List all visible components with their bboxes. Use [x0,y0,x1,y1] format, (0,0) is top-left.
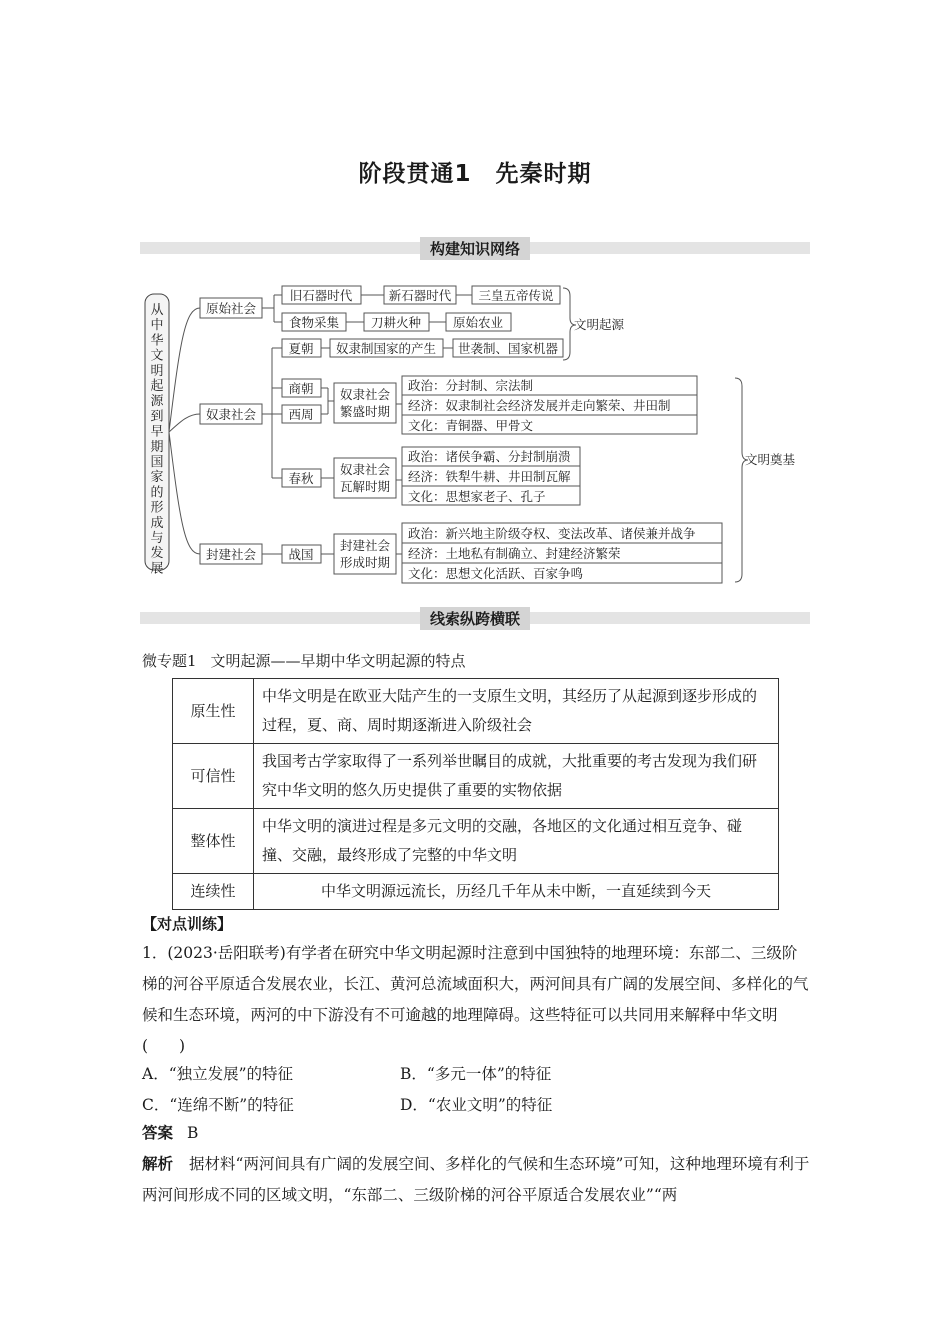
feature-text: 中华文明源远流长，历经几千年从未中断，一直延续到今天 [254,874,779,910]
answer-line [142,1121,198,1143]
mindmap-primitive-agriculture: 原始农业 [452,315,504,330]
mindmap-feudal-economy: 经济：土地私有制确立、封建经济繁荣 [408,546,621,561]
mindmap-xia: 夏朝 [288,341,314,356]
table-row [173,744,779,809]
subtopic-title: 文明起源——早期中华文明起源的特点 [210,652,466,670]
mindmap-foundation-label: 文明奠基 [745,452,796,467]
feature-key: 原生性 [173,679,254,744]
mindmap-form-period-line2: 形成时期 [339,555,391,570]
question-text: 1．(2023·岳阳联考)有学者在研究中华文明起源时注意到中国独特的地理环境：东部二、三级阶梯的河谷平原适合发展农业，长江、黄河总流域面积大，两河间具有广阔的发展空间、多样化的气候和生态环境，两河的中下游没有不可逾越的地理障碍。这些特征可以共同用来解释中华文明( ) [142,944,809,1055]
svg-text:从中华文明起源到早期国家的形成与发展: 从中华文明起源到早期国家的形成与发展 [150,303,164,577]
mindmap-decline-economy: 经济：铁犁牛耕、井田制瓦解 [408,469,571,484]
mindmap-shang: 商朝 [288,381,314,396]
mindmap-slash-burn: 刀耕火种 [370,315,422,330]
subtopic-heading [142,650,466,671]
option-b: B．“多元一体”的特征 [400,1065,552,1083]
feature-text: 我国考古学家取得了一系列举世瞩目的成就，大批重要的考古发现为我们研究中华文明的悠久历史提供了重要的实物依据 [254,744,779,809]
mindmap-prosper-period-line2: 繁盛时期 [339,404,391,419]
mindmap-decline-period-line2: 瓦解时期 [339,479,391,494]
analysis-label: 解析 [142,1154,174,1173]
answer-label: 答案 [142,1123,174,1142]
table-row [173,679,779,744]
mindmap-feudal-politics: 政治：新兴地主阶级夺权、变法改革、诸侯兼并战争 [408,526,696,541]
mindmap-prosper-economy: 经济：奴隶制社会经济发展并走向繁荣、井田制 [408,398,671,413]
mindmap-prosper-culture: 文化：青铜器、甲骨文 [408,418,534,433]
mindmap-form-period: 封建社会 [339,538,391,553]
mindmap-decline-culture: 文化：思想家老子、孔子 [408,489,546,504]
analysis-text: 据材料“两河间具有广阔的发展空间、多样化的气候和生态环境”可知，这种地理环境有利于两河间形成不同的区域文明，“东部二、三级阶梯的河谷平原适合发展农业”“两 [142,1155,810,1204]
subtopic-number: 微专题1 [142,652,197,670]
feature-key: 整体性 [173,809,254,874]
mindmap-neolithic: 新石器时代 [388,288,452,303]
option-c: C．“连绵不断”的特征 [142,1096,294,1114]
section-banner-label: 构建知识网络 [420,237,530,260]
features-table [172,678,779,910]
table-row [173,809,779,874]
mindmap-food-gathering: 食物采集 [288,315,340,330]
page-title: 阶段贯通1 先秦时期 [358,161,592,187]
option-d: D．“农业文明”的特征 [400,1096,553,1114]
mindmap-decline-politics: 政治：诸侯争霸、分封制崩溃 [408,449,571,464]
table-row [173,874,779,910]
mindmap-paleolithic: 旧石器时代 [289,288,353,303]
analysis-paragraph [142,1148,812,1211]
mindmap-primitive-society: 原始社会 [205,301,257,316]
mindmap-prosper-period: 奴隶社会 [339,387,391,402]
mindmap-prosper-politics: 政治：分封制、宗法制 [408,378,534,393]
feature-text: 中华文明是在欧亚大陆产生的一支原生文明，其经历了从起源到逐步形成的过程，夏、商、周时期逐渐进入阶级社会 [254,679,779,744]
section-banner-clues [140,608,810,628]
mindmap-feudal-society: 封建社会 [205,547,257,562]
mindmap-legend-emperors: 三皇五帝传说 [478,288,554,303]
mindmap-chunqiu: 春秋 [288,471,314,486]
mindmap-feudal-culture: 文化：思想文化活跃、百家争鸣 [408,566,584,581]
section-banner-label: 线索纵跨横联 [420,607,530,630]
knowledge-mindmap [140,282,810,586]
mindmap-root-text [150,303,164,576]
mindmap-zhanguo: 战国 [288,547,314,562]
mindmap-hereditary: 世袭制、国家机器 [457,341,559,356]
mindmap-origin-label: 文明起源 [574,317,625,332]
feature-key: 可信性 [173,744,254,809]
feature-text: 中华文明的演进过程是多元文明的交融，各地区的文化通过相互竞争、碰撞、交融，最终形成了完整的中华文明 [254,809,779,874]
section-banner-network [140,238,810,258]
mindmap-western-zhou: 西周 [288,407,314,422]
answer-value: B [187,1124,199,1142]
feature-key: 连续性 [173,874,254,910]
mindmap-slave-state: 奴隶制国家的产生 [335,341,437,356]
practice-title: 【对点训练】 [142,915,233,933]
mindmap-slave-society: 奴隶社会 [205,407,257,422]
option-a: A．“独立发展”的特征 [142,1065,294,1083]
mindmap-decline-period: 奴隶社会 [339,462,391,477]
